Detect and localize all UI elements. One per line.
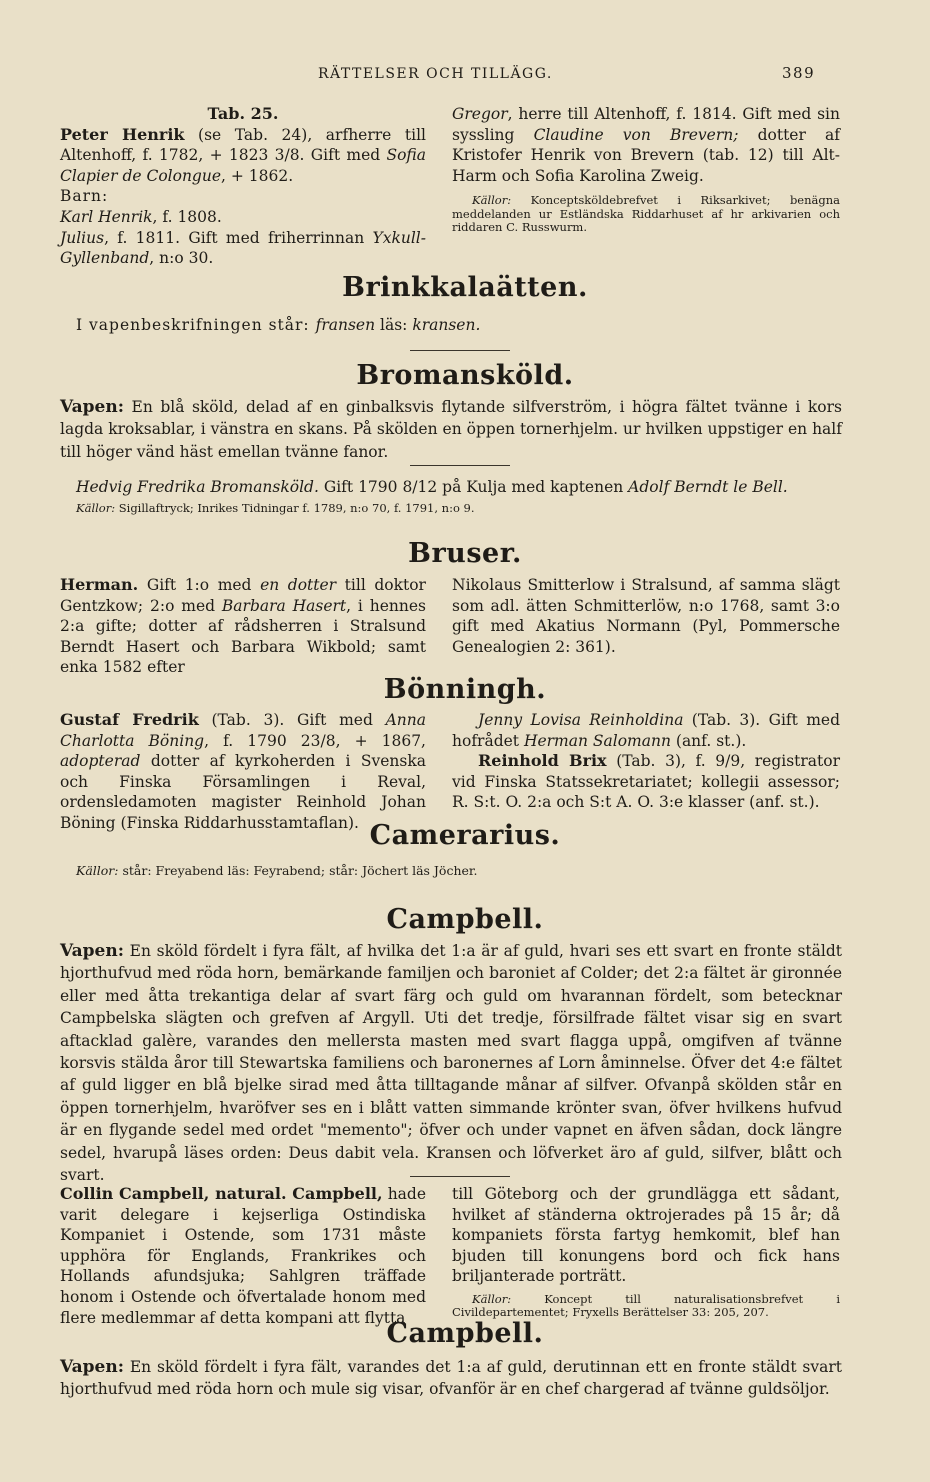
person-name: Gustaf Fredrik <box>60 710 199 729</box>
vapen-text: En blå sköld, delad af en ginbalksvis flytande silfverström, i högra fältet tvänne i kors lagda kroksablar, i vänstra en skans. På skölden en öppen tornerhjelm. ur hvilken uppstiger en half till höger vänd häst emellan tvänne fanor. <box>60 398 842 461</box>
children-label: Barn: <box>60 187 109 206</box>
entry-text: , f. 1808. <box>152 207 222 226</box>
tab-label: Tab. 25. <box>207 104 279 123</box>
entry-text: , n:o 30. <box>149 249 214 268</box>
spouse-name: Adolf Berndt le Bell. <box>628 478 788 496</box>
section-title-brinkkala: Brinkkalaätten. <box>342 272 588 303</box>
adopted-word: adopterad <box>60 752 141 771</box>
section-title-bruser: Bruser. <box>408 538 522 569</box>
vapen-label: Vapen: <box>60 397 124 417</box>
section-title-camerarius: Camerarius. <box>369 820 561 851</box>
entry-text: till doktor Gentzkow; 2:o med <box>60 576 426 615</box>
section-title-campbell-2: Campbell. <box>386 1318 544 1349</box>
entry-text: (se Tab. 24), arfherre till Altenhoff, f. 1782, + 1823 3/8. Gift med <box>60 125 426 165</box>
brinkkala-text <box>76 314 856 336</box>
entry-text: (Tab. 3), f. 9/9, registrator vid Finska Statssekretariatet; kollegii assessor; R. S:t. O. 2:a och S:t A. O. 3:e klasser (anf. st.). <box>452 752 840 812</box>
spouse-name: Yxkull-Gyllenband <box>60 228 426 268</box>
page-number: 389 <box>782 64 816 82</box>
child-name: Karl Henrik <box>60 207 153 226</box>
bruser-right <box>452 575 840 657</box>
entry-text: hade varit delegare i kejserliga Ostindiska Kompaniet i Ostende, som 1731 måste upphöra för Englands, Frankrikes och Hollands afundsjuka; Sahlgren träffade honom i Ostende och öfvertalade honom med flere medlemmar af detta kompani att flytta <box>60 1185 427 1327</box>
sources-label: Källor: <box>76 863 119 878</box>
campbell1-left <box>60 1184 426 1328</box>
entry-text: , herre till Altenhoff, f. 1814. Gift med sin syssling <box>452 105 840 144</box>
person-name: Peter Henrik <box>60 124 185 144</box>
entry-text: , i hennes 2:a gifte; dotter af rådsherren i Stralsund Berndt Hasert och Barbara Wikbold; samt enka 1582 efter <box>60 596 426 677</box>
child-name: Julius <box>60 228 105 247</box>
correct-word: kransen. <box>412 316 481 334</box>
entry-text: (Tab. 3). Gift med <box>198 711 386 729</box>
entry-text: (Tab. 3). Gift med hofrådet <box>452 711 840 750</box>
left-column-gregor <box>60 104 426 269</box>
section-title-campbell-1: Campbell. <box>386 904 544 935</box>
divider <box>410 350 510 351</box>
vapen-text: En sköld fördelt i fyra fält, varandes det 1:a af guld, derutinnan ett en fronte stäldt svart hjorthufvud med röda horn och mule sig visar, ofvanför är en chef chargerad af tvänne guldsöljor. <box>60 1358 842 1399</box>
divider <box>410 465 510 466</box>
sources-text: Sigillaftryck; Inrikes Tidningar f. 1789, n:o 70, f. 1791, n:o 9. <box>115 501 475 515</box>
sources-text: Koncept till naturalisationsbrefvet i Civildepartementet; Fryxells Berättelser 33: 205, 207. <box>452 1291 840 1320</box>
person-name: Reinhold Brix <box>478 751 607 771</box>
divider <box>410 1176 510 1177</box>
sources-label: Källor: <box>472 1291 512 1306</box>
spouse-name: Anna Charlotta Böning <box>60 711 426 750</box>
person-name: Hedvig Fredrika Bromansköld. <box>76 478 319 496</box>
running-title: RÄTTELSER OCH TILLÄGG. <box>318 66 553 82</box>
entry-text: , f. 1790 23/8, + 1867, <box>204 731 426 750</box>
vapen-text: En sköld fördelt i fyra fält, af hvilka det 1:a är af guld, hvari ses ett svart en fronte stäldt hjorthufvud med röda horn, bemärkande familjen och baroniet af Colder; det 2:a fältet är gironnée eller med åtta trekantiga delar af svart färg och guld om hvarannan fördelt, som betecknar Campbelska slägten och grefven af Argyll. Uti det tredje, försilfrade fältet visar sig en svart aftacklad galère, varandes den mellersta masten med svart flagga uppå, omgifven af tvänne korsvis stälda åror till Stewartska familiens och baronernes af Lorn åminnelse. Öfver det 4:e fältet af guld ligger en blå bjelke sirad med åtta tilltagande månar af silfver. Ofvanpå skölden står en öppen tornerhjelm, hvaröfver ses en i blått vatten simmande krönter svan, öfver hvilkens hufvud är en flygande sedel med ordet "memento"; öfver och under vapnet en äfven sådan, dock längre sedel, hvarupå läses orden: Deus dabit vela. Kransen och löfverket äro af guld, silfver, blått och svart. <box>60 942 842 1185</box>
spouse-name: en dotter <box>260 576 337 594</box>
campbell1-right <box>452 1184 840 1320</box>
section-title-bromanskold: Bromansköld. <box>356 360 574 391</box>
sources-text: Konceptsköldebrefvet i Riksarkivet; benägna meddelanden ur Estländska Riddarhuset af hr arkivarien och riddaren C. Russwurm. <box>452 193 840 235</box>
entry-text: Gift 1790 8/12 på Kulja med kaptenen <box>318 478 629 496</box>
spouse-name: Sofia Clapier de Colongue <box>60 146 426 185</box>
campbell1-vapen <box>60 940 842 1186</box>
sources-label: Källor: <box>76 501 116 515</box>
wrong-word: fransen <box>315 316 376 334</box>
spouse-name: Barbara Hasert <box>221 596 347 615</box>
entry-text: , f. 1811. Gift med friherrinnan <box>104 228 373 247</box>
person-name: Gregor <box>452 105 508 123</box>
camerarius-sources <box>76 864 842 878</box>
entry-text: I vapenbeskrifningen står: <box>76 316 316 334</box>
person-name: Herman. <box>60 575 139 594</box>
section-title-bonningh: Bönningh. <box>383 674 547 705</box>
spouse-name: Herman Salomann <box>523 731 671 750</box>
bonningh-right <box>452 710 840 813</box>
spouse-name: Claudine von Brevern; <box>533 125 739 144</box>
vapen-label: Vapen: <box>60 941 124 961</box>
person-name: Collin Campbell, natural. Campbell, <box>60 1184 383 1203</box>
entry-text: Nikolaus Smitterlow i Stralsund, af samma slägt som adl. ätten Schmitterlöw, n:o 1768, samt 3:o gift med Akatius Normann (Pyl, Pommersche Genealogien 2: 361). <box>452 576 840 656</box>
campbell2-vapen <box>60 1356 842 1401</box>
bromanskold-sources <box>76 502 842 516</box>
bromanskold-person <box>76 476 842 498</box>
entry-text: till Göteborg och der grundlägga ett sådant, hvilket af ständerna oktrojerades på 15 år; då kompaniets första fartyg hemkomit, blef han bjuden till konungens bord och fick hans briljanterade porträtt. <box>452 1185 840 1286</box>
sources-text: står: Freyabend läs: Feyrabend; står: Jöchert läs Jöcher. <box>118 863 478 878</box>
entry-text: dotter af kyrkoherden i Svenska och Finska Församlingen i Reval, ordensledamoten magister Reinhold Johan Böning (Finska Riddarhusstamtaflan). <box>60 752 426 832</box>
vapen-label: Vapen: <box>60 1357 124 1377</box>
entry-text: Gift 1:o med <box>138 576 261 594</box>
sources-label: Källor: <box>472 193 512 208</box>
entry-text: läs: <box>375 316 413 334</box>
bonningh-left <box>60 710 426 834</box>
entry-text: (anf. st.). <box>670 731 747 750</box>
entry-text: , + 1862. <box>221 166 294 185</box>
bromanskold-text <box>60 396 842 463</box>
person-name: Jenny Lovisa Reinholdina <box>478 711 684 729</box>
right-column-gregor <box>452 104 840 235</box>
bruser-left <box>60 575 426 678</box>
entry-text: dotter af Kristofer Henrik von Brevern (tab. 12) till Alt-Harm och Sofia Karolina Zweig. <box>452 125 840 185</box>
